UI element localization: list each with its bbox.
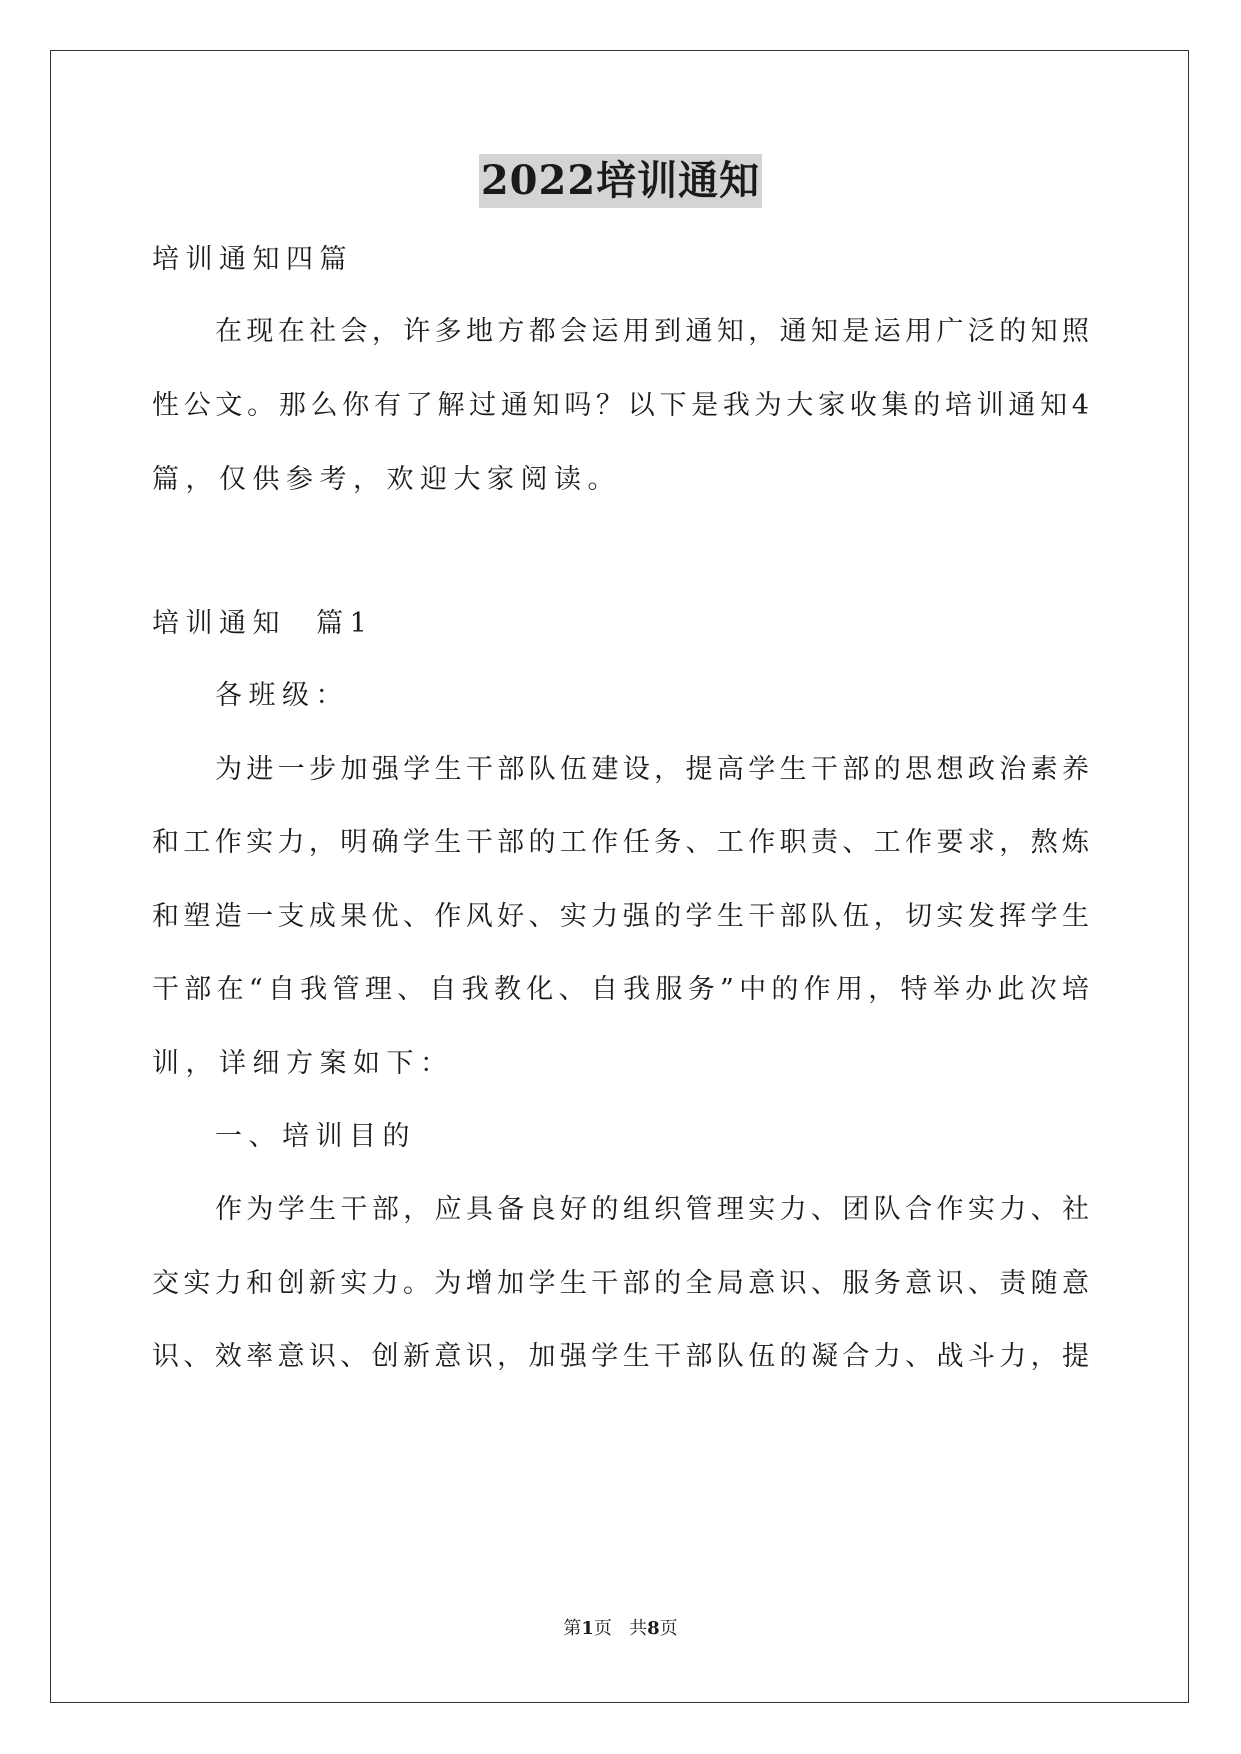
para1-line-1: 为进一步加强学生干部队伍建设，提高学生干部的思想政治素养: [215, 754, 1089, 785]
footer-middle: 页 共: [593, 1618, 648, 1639]
footer-prefix: 第: [563, 1618, 582, 1639]
footer-suffix: 页: [659, 1618, 678, 1639]
intro-line-1: 在现在社会，许多地方都会运用到通知，通知是运用广泛的知照: [215, 316, 1089, 347]
para2-line-2: 交实力和创新实力。为增加学生干部的全局意识、服务意识、责随意: [152, 1268, 1089, 1299]
section-heading: 培训通知 篇1: [152, 608, 374, 639]
para1-line-3: 和塑造一支成果优、作风好、实力强的学生干部队伍，切实发挥学生: [152, 901, 1089, 932]
title-container: [0, 154, 1241, 208]
salutation: 各班级：: [215, 680, 349, 711]
para1-line-5: 训，详细方案如下：: [152, 1048, 454, 1079]
para1-line-4: 干部在“自我管理、自我教化、自我服务”中的作用，特举办此次培: [152, 974, 1089, 1005]
document-title: 2022培训通知: [479, 154, 762, 208]
footer-total-pages: 8: [647, 1618, 660, 1639]
page-border: [50, 50, 1189, 1703]
intro-line-3: 篇，仅供参考，欢迎大家阅读。: [152, 464, 621, 495]
page-footer: [0, 1617, 1241, 1641]
heading-one: 一、培训目的: [215, 1121, 416, 1152]
intro-line-2: 性公文。那么你有了解过通知吗？以下是我为大家收集的培训通知4: [152, 390, 1089, 421]
para1-line-2: 和工作实力，明确学生干部的工作任务、工作职责、工作要求，熬炼: [152, 827, 1089, 858]
subtitle: 培训通知四篇: [152, 244, 353, 275]
para2-line-1: 作为学生干部，应具备良好的组织管理实力、团队合作实力、社: [215, 1194, 1089, 1225]
para2-line-3: 识、效率意识、创新意识，加强学生干部队伍的凝合力、战斗力，提: [152, 1341, 1089, 1372]
footer-current-page: 1: [581, 1618, 594, 1639]
